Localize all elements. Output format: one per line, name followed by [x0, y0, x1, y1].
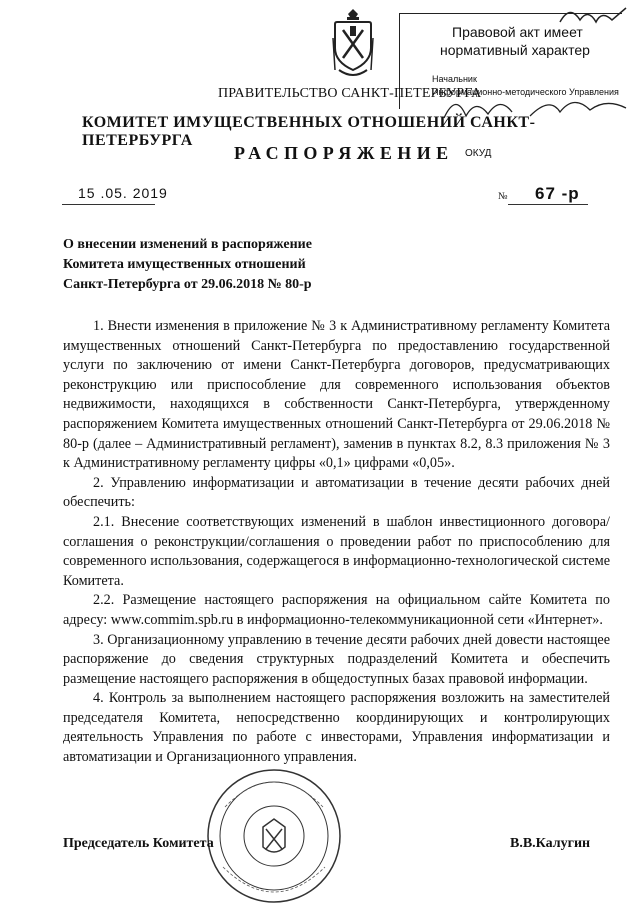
paragraph-4: 4. Контроль за выполнением настоящего распоряжения возложить на заместителей председателя Комитета, непосредственно координирующих и контролирующих деятельность Управления по работе с инвесторами, Управления информатизации и автоматизации и Организационного управления.: [63, 690, 610, 766]
paragraph-2-1: 2.1. Внесение соответствующих изменений в шаблон инвестиционного договора/соглашения о реконструкции/соглашения о проведении работ по приспособлению для современного использования, содержащегося в информационно-технологической системе Комитета.: [63, 513, 610, 589]
date-underline: [62, 204, 155, 205]
paragraph-3: 3. Организационному управлению в течение десяти рабочих дней довести настоящее распоряжение до сведения структурных подразделений Комитета и обеспечить размещение настоящего распоряжения в общедоступных базах правовой информации.: [63, 631, 610, 687]
document-body: [63, 317, 610, 768]
stamp-line-1: Правовой акт имеет: [452, 24, 583, 40]
paragraph-2-2: 2.2. Размещение настоящего распоряжения на официальном сайте Комитета по адресу: www.commim.spb.ru в информационно-телекоммуникационной сети «Интернет».: [63, 592, 610, 628]
okud-label: ОКУД: [465, 148, 492, 159]
document-date: 15 .05. 2019: [78, 185, 168, 201]
handwritten-mark-top: [440, 2, 630, 30]
official-seal: [205, 767, 343, 905]
signer-title: Председатель Комитета: [63, 836, 214, 851]
subject-line-1: О внесении изменений в распоряжение: [63, 237, 312, 252]
subject-line-2: Комитета имущественных отношений: [63, 257, 306, 272]
paragraph-1: 1. Внести изменения в приложение № 3 к Административному регламенту Комитета имущественных отношений Санкт-Петербурга по предоставлению государственной услуги по заключению от имени Санкт-Петербурга договоров, предусматривающих реконструкцию или приспособление для современного использования объектов недвижимости, находящихся в собственности Санкт-Петербурга, утвержденному распоряжением Комитета имущественных отношений Санкт-Петербурга от 29.06.2018 № 80-р (далее – Административный регламент), заменив в пунктах 8.2, 8.3 приложения № 3 к Административному регламенту цифры «0,1» цифрами «0,05».: [63, 318, 610, 472]
committee-heading: КОМИТЕТ ИМУЩЕСТВЕННЫХ ОТНОШЕНИЙ САНКТ-ПЕТЕРБУРГА: [82, 114, 536, 149]
number-sign: №: [498, 191, 508, 202]
paragraph-2: 2. Управлению информатизации и автоматизации в течение десяти рабочих дней обеспечить:: [63, 474, 610, 511]
government-heading: ПРАВИТЕЛЬСТВО САНКТ-ПЕТЕРБУРГА: [218, 86, 482, 101]
number-underline: [508, 204, 588, 205]
stamp-line-3: Начальник: [432, 74, 477, 84]
stamp-line-4: Информационно-методического Управления: [432, 87, 619, 97]
document-type-heading: РАСПОРЯЖЕНИЕ: [234, 143, 454, 163]
document-number: 67 -р: [535, 184, 580, 203]
document-subject: [63, 235, 393, 295]
stamp-line-2: нормативный характер: [440, 42, 590, 58]
signer-name: В.В.Калугин: [510, 836, 591, 851]
coat-of-arms-emblem: [331, 8, 375, 80]
subject-line-3: Санкт-Петербурга от 29.06.2018 № 80-р: [63, 277, 312, 292]
